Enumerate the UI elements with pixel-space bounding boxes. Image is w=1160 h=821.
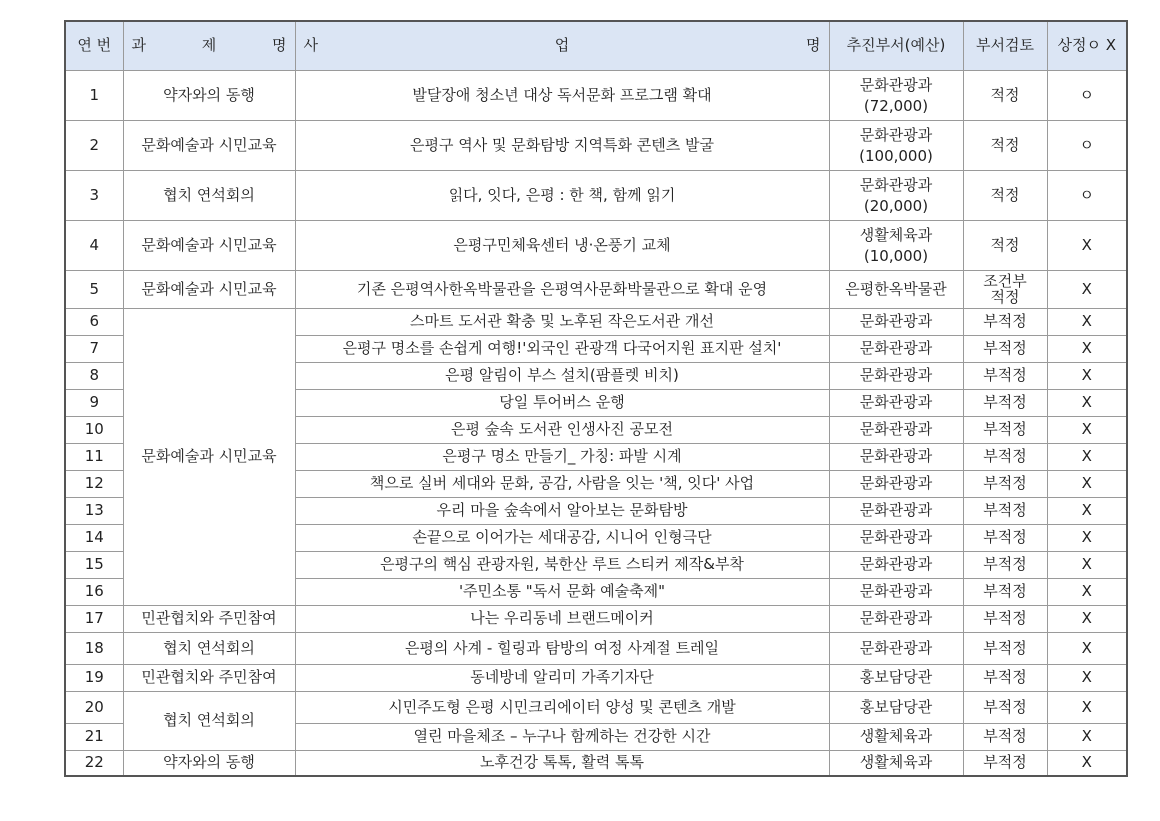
header-project-char-1: 사: [303, 36, 318, 55]
row-project: 은평구의 핵심 관광자원, 북한산 루트 스티커 제작&부착: [295, 552, 829, 579]
row-dept: [829, 444, 963, 471]
row-review: 부적정: [963, 390, 1047, 417]
row-dept: [829, 336, 963, 363]
row-project: 은평 숲속 도서관 인생사진 공모전: [295, 417, 829, 444]
row-review: 부적정: [963, 579, 1047, 606]
row-dept-name: 문화관광과: [859, 420, 933, 439]
row-project: 책으로 실버 세대와 문화, 공감, 사람을 잇는 '책, 잇다' 사업: [295, 471, 829, 498]
row-project: 은평의 사계 - 힐링과 탐방의 여정 사계절 트레일: [295, 633, 829, 665]
review-sheet: [64, 20, 1126, 777]
row-review: 부적정: [963, 309, 1047, 336]
row-no: 8: [65, 363, 123, 390]
row-dept-name: 문화관광과: [859, 528, 933, 547]
row-project: 동네방네 알리미 가족기자단: [295, 665, 829, 692]
row-review: 부적정: [963, 552, 1047, 579]
row-review: 부적정: [963, 692, 1047, 724]
row-status: X: [1047, 751, 1127, 776]
row-dept: [829, 552, 963, 579]
row-dept-name: 생활체육과: [859, 753, 933, 772]
row-dept: [829, 724, 963, 751]
table-row: [65, 692, 1127, 724]
row-status: ㅇ: [1047, 121, 1127, 171]
row-task: 협치 연석회의: [123, 171, 295, 221]
project-review-table: [64, 20, 1128, 777]
row-no: 17: [65, 606, 123, 633]
header-review: 부서검토: [963, 21, 1047, 71]
table-row: [65, 606, 1127, 633]
row-dept-name: 생활체육과: [859, 226, 933, 245]
table-row: [65, 271, 1127, 309]
row-status: X: [1047, 417, 1127, 444]
row-dept-name: 은평한옥박물관: [845, 279, 947, 298]
table-row: [65, 171, 1127, 221]
table-row: [65, 309, 1127, 336]
row-review: 적정: [963, 221, 1047, 271]
row-task: 약자와의 동행: [123, 71, 295, 121]
row-no: 5: [65, 271, 123, 309]
row-dept-name: 문화관광과: [859, 609, 933, 628]
row-project: 스마트 도서관 확충 및 노후된 작은도서관 개선: [295, 309, 829, 336]
row-dept: [829, 390, 963, 417]
row-dept: [829, 498, 963, 525]
header-task: [123, 21, 295, 71]
row-project: 나는 우리동네 브랜드메이커: [295, 606, 829, 633]
row-dept-name: 홍보담당관: [859, 697, 933, 716]
row-status: ㅇ: [1047, 171, 1127, 221]
row-dept: [829, 417, 963, 444]
row-status: X: [1047, 471, 1127, 498]
row-dept: [829, 271, 963, 309]
row-project: 은평구 역사 및 문화탐방 지역특화 콘텐츠 발굴: [295, 121, 829, 171]
row-dept-name: 문화관광과: [859, 76, 933, 95]
row-task: 문화예술과 시민교육: [123, 221, 295, 271]
row-no: 21: [65, 724, 123, 751]
header-row: [65, 21, 1127, 71]
header-status: 상정ㅇ X: [1047, 21, 1127, 71]
row-dept: [829, 71, 963, 121]
row-status: X: [1047, 336, 1127, 363]
row-no: 9: [65, 390, 123, 417]
header-task-char-1: 과: [131, 36, 146, 55]
row-review: 적정: [963, 71, 1047, 121]
row-status: X: [1047, 525, 1127, 552]
row-no: 1: [65, 71, 123, 121]
row-review: 부적정: [963, 665, 1047, 692]
row-dept: [829, 309, 963, 336]
row-dept: [829, 692, 963, 724]
row-no: 20: [65, 692, 123, 724]
row-review: 부적정: [963, 751, 1047, 776]
row-review: 부적정: [963, 633, 1047, 665]
row-review: 부적정: [963, 417, 1047, 444]
row-project: 기존 은평역사한옥박물관을 은평역사문화박물관으로 확대 운영: [295, 271, 829, 309]
row-dept-name: 문화관광과: [859, 638, 933, 657]
row-dept: [829, 665, 963, 692]
row-task: 협치 연석회의: [123, 692, 295, 751]
row-status: X: [1047, 444, 1127, 471]
row-status: X: [1047, 579, 1127, 606]
table-row: [65, 221, 1127, 271]
row-review: 부적정: [963, 444, 1047, 471]
row-no: 15: [65, 552, 123, 579]
row-status: X: [1047, 552, 1127, 579]
row-status: X: [1047, 363, 1127, 390]
row-review: 부적정: [963, 724, 1047, 751]
row-dept-name: 문화관광과: [859, 447, 933, 466]
row-no: 12: [65, 471, 123, 498]
row-no: 10: [65, 417, 123, 444]
row-review: 부적정: [963, 363, 1047, 390]
row-budget: (100,000): [859, 146, 933, 165]
row-dept-name: 문화관광과: [859, 126, 933, 145]
table-row: [65, 633, 1127, 665]
row-status: X: [1047, 724, 1127, 751]
row-budget: (72,000): [863, 96, 929, 115]
row-review: 적정: [963, 171, 1047, 221]
row-dept-name: 문화관광과: [859, 312, 933, 331]
row-dept: [829, 471, 963, 498]
row-status: X: [1047, 633, 1127, 665]
row-task: 문화예술과 시민교육: [123, 121, 295, 171]
row-project: 열린 마을체조 – 누구나 함께하는 건강한 시간: [295, 724, 829, 751]
row-status: X: [1047, 309, 1127, 336]
row-dept-name: 문화관광과: [859, 393, 933, 412]
row-status: X: [1047, 692, 1127, 724]
row-project: 은평구민체육센터 냉·온풍기 교체: [295, 221, 829, 271]
row-no: 13: [65, 498, 123, 525]
header-no: 연 번: [65, 21, 123, 71]
row-no: 3: [65, 171, 123, 221]
row-dept: [829, 633, 963, 665]
row-dept-name: 문화관광과: [859, 176, 933, 195]
row-project: 시민주도형 은평 시민크리에이터 양성 및 콘텐츠 개발: [295, 692, 829, 724]
row-task: 민관협치와 주민참여: [123, 665, 295, 692]
row-review: 조건부 적정: [963, 271, 1047, 309]
row-task: 문화예술과 시민교육: [123, 271, 295, 309]
row-project: 은평 알림이 부스 설치(팜플렛 비치): [295, 363, 829, 390]
row-review: 부적정: [963, 525, 1047, 552]
row-review: 부적정: [963, 498, 1047, 525]
row-dept: [829, 751, 963, 776]
header-task-char-3: 명: [272, 36, 287, 55]
header-task-char-2: 제: [201, 36, 217, 55]
row-no: 19: [65, 665, 123, 692]
row-status: X: [1047, 271, 1127, 309]
row-dept-name: 문화관광과: [859, 339, 933, 358]
row-no: 22: [65, 751, 123, 776]
row-project: 은평구 명소 만들기_ 가칭: 파발 시계: [295, 444, 829, 471]
row-status: ㅇ: [1047, 71, 1127, 121]
row-no: 14: [65, 525, 123, 552]
row-no: 4: [65, 221, 123, 271]
row-review: 부적정: [963, 606, 1047, 633]
row-budget: (10,000): [863, 246, 929, 265]
table-row: [65, 71, 1127, 121]
row-dept: [829, 606, 963, 633]
table-row: [65, 121, 1127, 171]
header-dept: 추진부서(예산): [829, 21, 963, 71]
row-status: X: [1047, 606, 1127, 633]
header-project-char-2: 업: [554, 36, 570, 55]
row-dept-name: 문화관광과: [859, 366, 933, 385]
row-status: X: [1047, 498, 1127, 525]
row-project: 손끝으로 이어가는 세대공감, 시니어 인형극단: [295, 525, 829, 552]
row-status: X: [1047, 390, 1127, 417]
row-project: 은평구 명소를 손쉽게 여행!'외국인 관광객 다국어지원 표지판 설치': [295, 336, 829, 363]
row-dept: [829, 579, 963, 606]
header-project: [295, 21, 829, 71]
row-no: 18: [65, 633, 123, 665]
row-task: 문화예술과 시민교육: [123, 309, 295, 606]
table-row: [65, 751, 1127, 776]
row-dept: [829, 363, 963, 390]
row-project: 당일 투어버스 운행: [295, 390, 829, 417]
row-review: 부적정: [963, 336, 1047, 363]
row-dept-name: 문화관광과: [859, 555, 933, 574]
row-review: 적정: [963, 121, 1047, 171]
row-no: 16: [65, 579, 123, 606]
row-no: 2: [65, 121, 123, 171]
row-dept-name: 생활체육과: [859, 727, 933, 746]
row-dept: [829, 171, 963, 221]
row-dept-name: 문화관광과: [859, 474, 933, 493]
row-project: 발달장애 청소년 대상 독서문화 프로그램 확대: [295, 71, 829, 121]
row-project: '주민소통 "독서 문화 예술축제": [295, 579, 829, 606]
row-budget: (20,000): [863, 196, 929, 215]
row-no: 7: [65, 336, 123, 363]
row-review: 부적정: [963, 471, 1047, 498]
header-project-char-3: 명: [806, 36, 821, 55]
table-row: [65, 665, 1127, 692]
row-project: 읽다, 잇다, 은평 : 한 책, 함께 읽기: [295, 171, 829, 221]
row-status: X: [1047, 665, 1127, 692]
row-dept-name: 문화관광과: [859, 582, 933, 601]
row-project: 노후건강 톡톡, 활력 톡톡: [295, 751, 829, 776]
row-dept: [829, 525, 963, 552]
row-no: 11: [65, 444, 123, 471]
row-dept-name: 홍보담당관: [859, 668, 933, 687]
row-dept-name: 문화관광과: [859, 501, 933, 520]
row-task: 민관협치와 주민참여: [123, 606, 295, 633]
row-no: 6: [65, 309, 123, 336]
row-dept: [829, 221, 963, 271]
row-project: 우리 마을 숲속에서 알아보는 문화탐방: [295, 498, 829, 525]
row-dept: [829, 121, 963, 171]
row-task: 협치 연석회의: [123, 633, 295, 665]
row-status: X: [1047, 221, 1127, 271]
row-task: 약자와의 동행: [123, 751, 295, 776]
